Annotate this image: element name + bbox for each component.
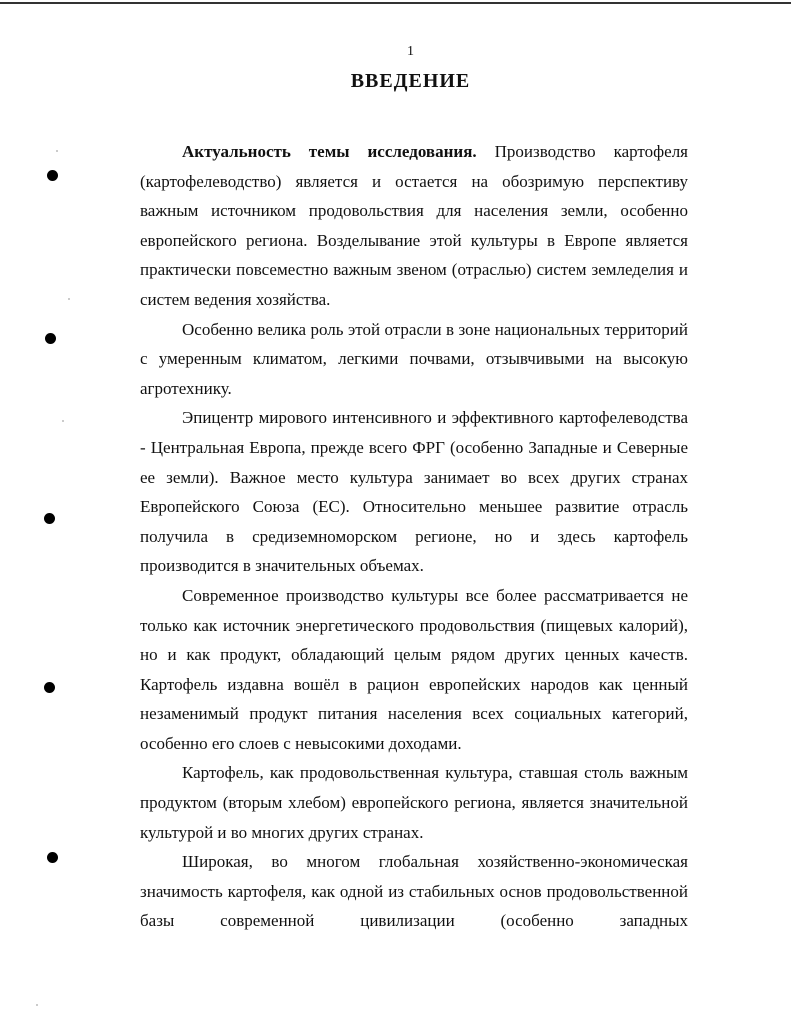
document-body <box>140 137 688 936</box>
punch-hole-4 <box>44 682 55 693</box>
page-number: 1 <box>407 44 414 59</box>
scan-speck <box>56 150 58 152</box>
punch-hole-2 <box>45 333 56 344</box>
scan-top-border <box>0 2 791 4</box>
scan-speck <box>68 298 70 300</box>
punch-hole-3 <box>44 513 55 524</box>
paragraph: Современное производство культуры все более рассматривается не только как источник энергетического продовольствия (пищевых калорий), но и как продукт, обладающий целым рядом других ценных качеств. Картофель издавна вошёл в рацион европейских народов как ценный незаменимый продукт питания населения всех социальных категорий, особенно его слоев с невысокими доходами. <box>140 585 688 753</box>
punch-hole-1 <box>47 170 58 181</box>
paragraph: Картофель, как продовольственная культура, ставшая столь важным продуктом (вторым хлебом) европейского региона, является значительной культурой и во многих других странах. <box>140 763 688 842</box>
punch-hole-5 <box>47 852 58 863</box>
paragraph-text: Производство картофеля (картофелеводство) является и остается на обозримую перспективу важным источником продовольствия для населения земли, особенно европейского региона. Возделывание этой культуры в Европе является практически повсеместно важным звеном (отраслью) систем земледелия и систем ведения хозяйства. <box>140 142 688 309</box>
scan-speck <box>36 1004 38 1006</box>
paragraph-lead: Актуальность темы исследования. <box>182 142 477 161</box>
paragraph: Широкая, во многом глобальная хозяйственно-экономическая значимость картофеля, как одной из стабильных основ продовольственной базы современной цивилизации (особенно западных <box>140 852 688 931</box>
paragraph: Эпицентр мирового интенсивного и эффективного картофелеводства - Центральная Европа, прежде всего ФРГ (особенно Западные и Северные ее земли). Важное место культура занимает во всех других странах Европейского Союза (ЕС). Относительно меньшее развитие отрасль получила в средиземноморском регионе, но и здесь картофель производится в значительных объемах. <box>140 408 688 576</box>
page-title: ВВЕДЕНИЕ <box>350 70 471 92</box>
paragraph: Особенно велика роль этой отрасли в зоне национальных территорий с умеренным климатом, легкими почвами, отзывчивыми на высокую агротехнику. <box>140 319 688 398</box>
scan-speck <box>62 420 64 422</box>
paragraph-relevance <box>140 137 688 315</box>
